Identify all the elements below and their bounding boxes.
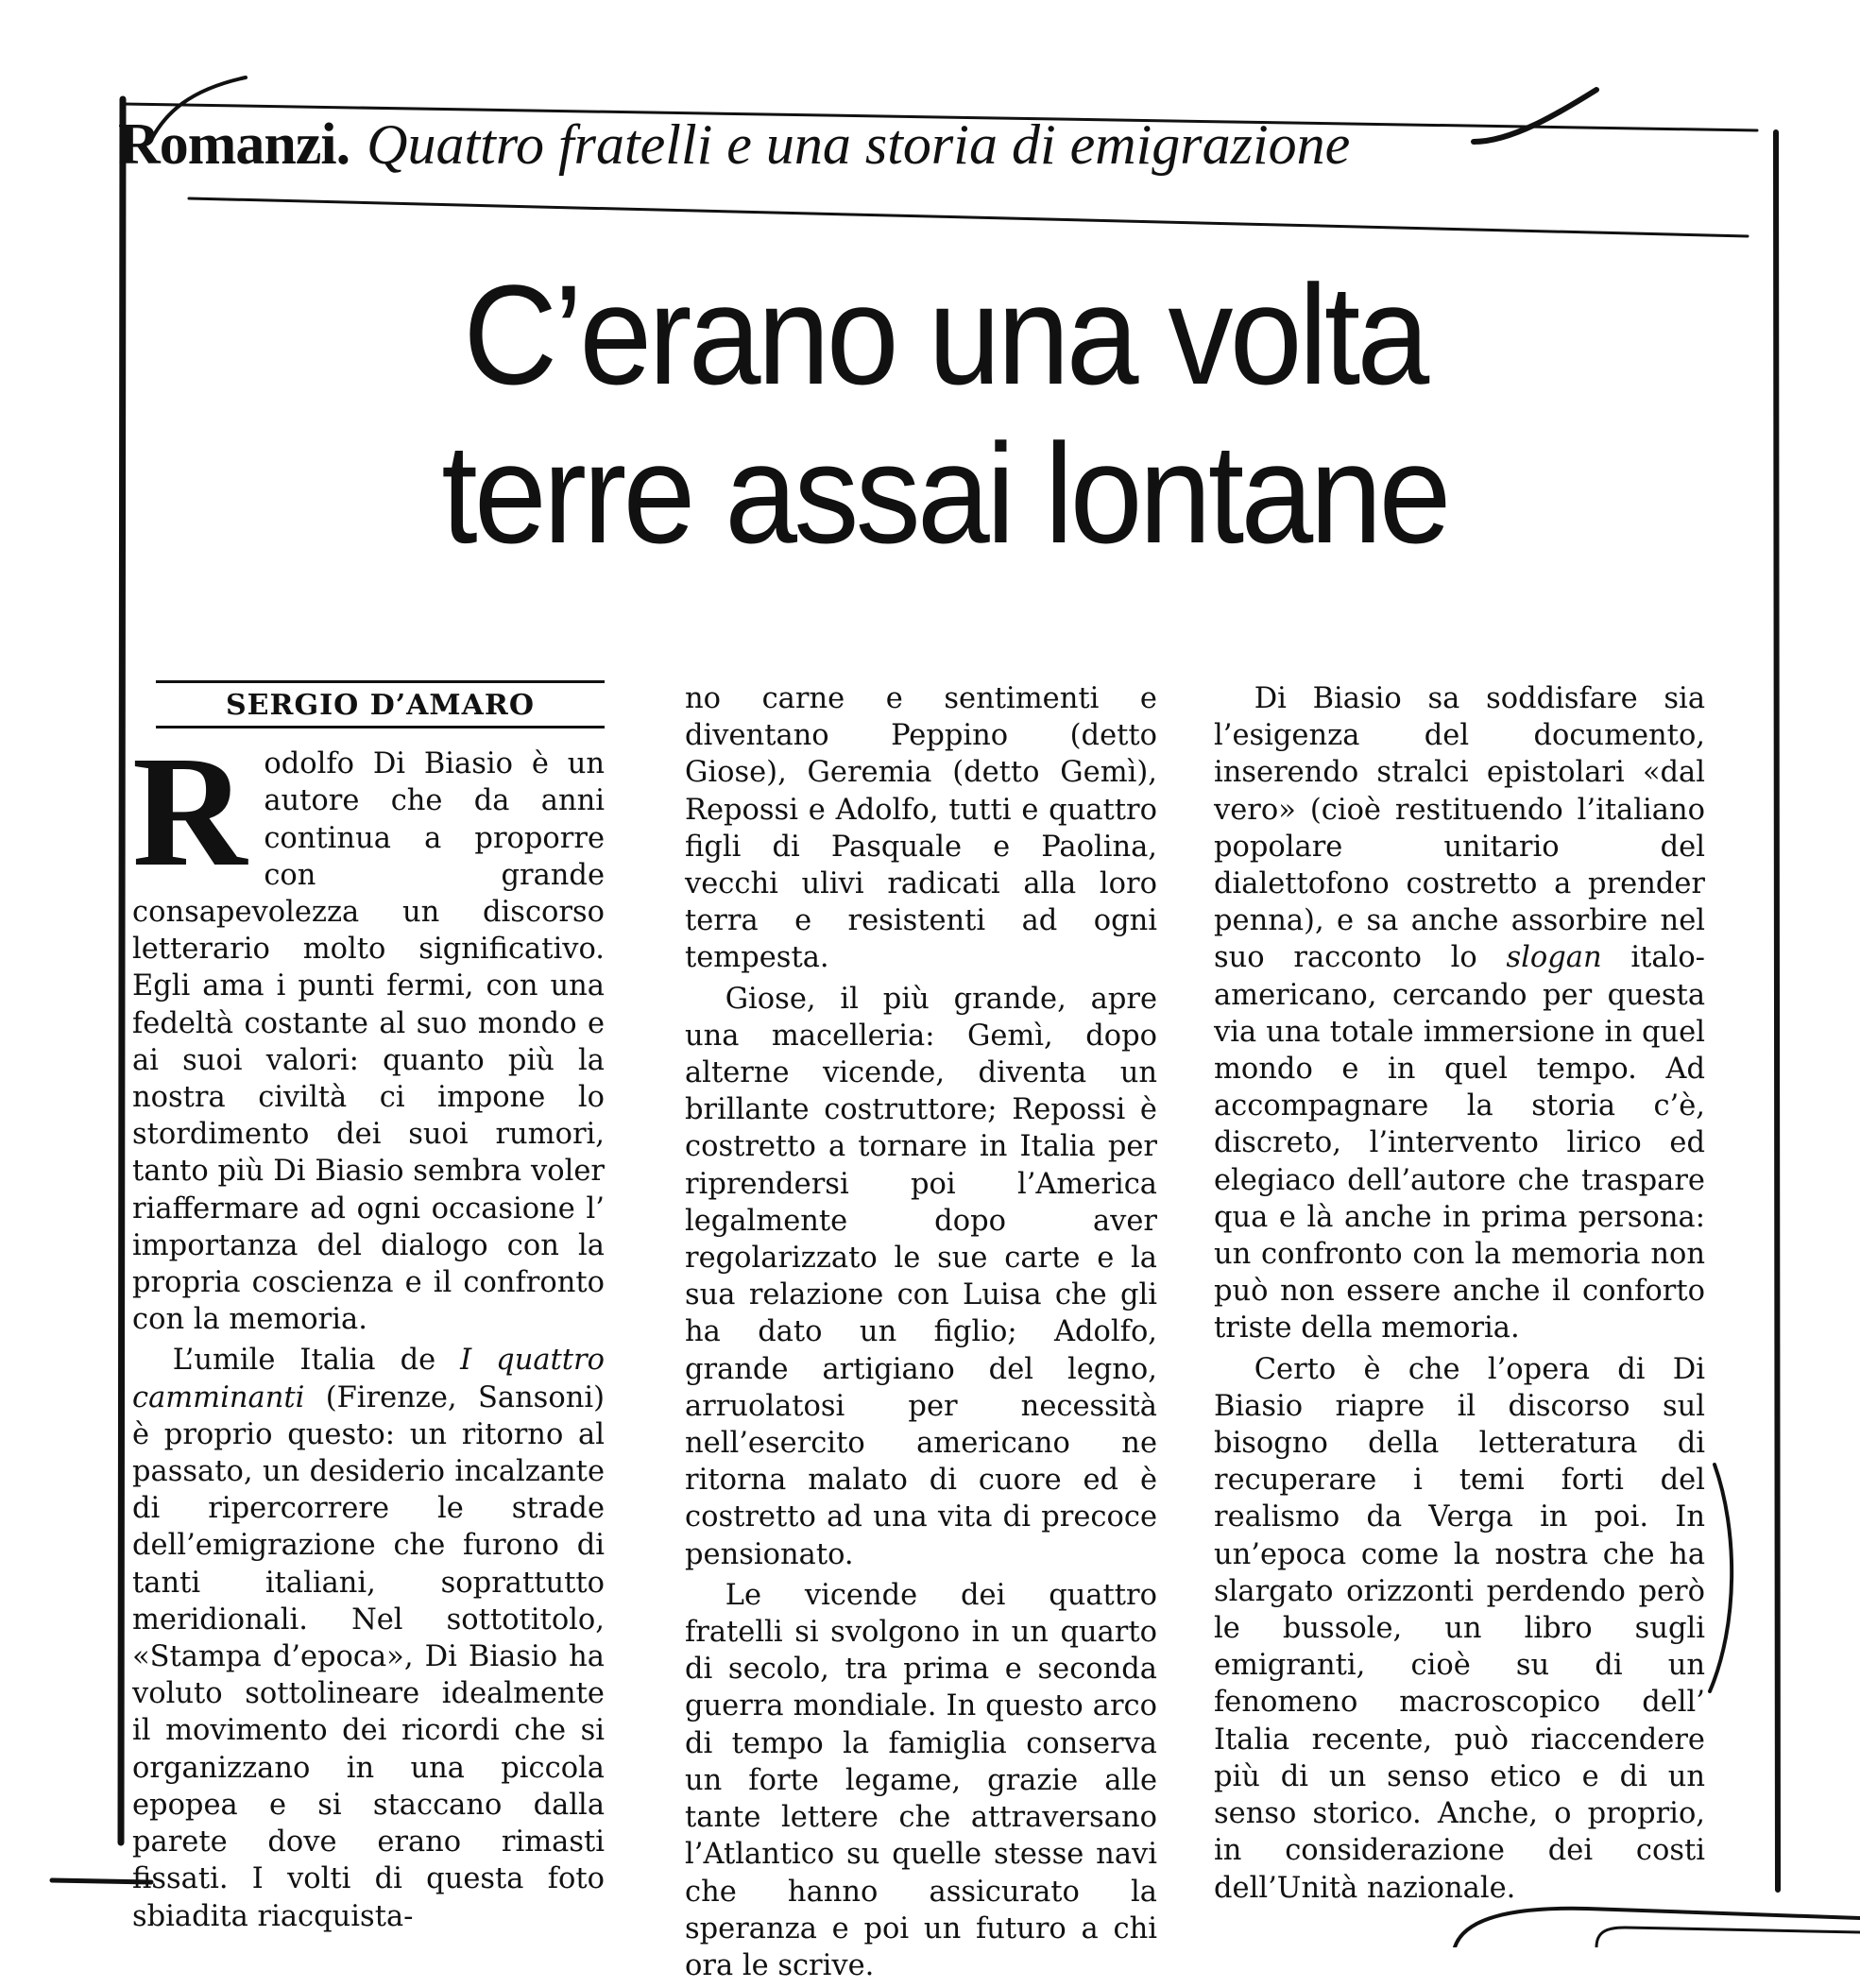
- paragraph-5: Le vicende dei quattro fratelli si svolgono in un quarto di secolo, tra prima e seconda guerra mondiale. In questo arco di tempo la famiglia conserva un forte legame, grazie alle tante lettere che attraversano l’Atlantico su quelle stesse navi che hanno assicurato la speranza e poi un futuro a chi ora le scrive.: [685, 1578, 1157, 1982]
- slogan-word: slogan: [1506, 941, 1602, 975]
- paragraph-3: no carne e sentimenti e diventano Peppino (detto Giose), Geremia (detto Gemì), Repossi e Adolfo, tutti e quattro figli di Pasquale e Paolina, vecchi ulivi radicati alla loro terra e resistenti ad ogni tempesta.: [685, 682, 1157, 975]
- column-2: [685, 680, 1157, 1988]
- book-title: I quattro camminanti: [132, 1344, 605, 1414]
- paragraph-4: Giose, il più grande, apre una macelleria: Gemì, dopo alterne vicende, diventa un brillante costruttore; Repossi è costretto a tornare in Italia per riprendersi poi l’America legalmente dopo aver regolarizzato le sue carte e la sua relazione con Luisa che gli ha dato un figlio; Adolfo, grande artigiano del legno, arruolatosi per necessità nell’esercito americano ne ritorna malato di cuore ed è costretto ad una vita di precoce pensionato.: [685, 982, 1157, 1571]
- paragraph-2-lead: L’umile Italia de: [172, 1344, 461, 1378]
- headline-line-1: C’erano una volta: [463, 255, 1426, 414]
- paragraph-1: [132, 724, 605, 1338]
- paragraph-2-text: (Firenze, Sansoni) è proprio questo: un ritorno al passato, un desiderio incalzante di ripercorrere le strade dell’emigrazione che furono di tanti italiani, soprattutto meridionali. Nel sottotitolo, «Stampa d’epoca», Di Biasio ha voluto sottolineare idealmente il movimento dei ricordi che si organizzano in una piccola epopea e si staccano dalla parete dove erano rimasti fissati. I volti di questa foto sbiadita riacquista-: [132, 1380, 605, 1933]
- section-label: Romanzi.: [118, 112, 350, 177]
- headline-line-2: terre assai lontane: [441, 414, 1448, 573]
- byline: SERGIO D’AMARO: [156, 680, 605, 728]
- pen-mark-right-side: [1710, 1465, 1732, 1691]
- paragraph-7: Certo è che l’opera di Di Biasio riapre il discorso sul bisogno della letteratura di recuperare i temi forti del realismo da Verga in poi. In un’epoca come la nostra che ha slargato orizzonti perdendo però le bussole, un libro sugli emigranti, cioè su di un fenomeno macroscopico dell’ Italia recente, può riaccendere più di un senso etico e di un senso storico. Anche, o proprio, in considerazione dei costi dell’Unità nazionale.: [1214, 1352, 1705, 1905]
- paragraph-6-text: italo-americano, cercando per questa via una totale immersione in quel mondo e in quel tempo. Ad accompagnare la storia c’è, discreto, l’intervento lirico ed elegiaco dell’autore che traspare qua e là anche in prima persona: un confronto con la memoria non può non essere anche il conforto triste della memoria.: [1214, 941, 1705, 1345]
- paragraph-6: [1214, 680, 1705, 1347]
- right-frame-line: [1776, 132, 1778, 1890]
- section-rule: [189, 198, 1748, 236]
- column-1: [132, 680, 605, 1939]
- headline: [197, 255, 1692, 573]
- paragraph-2: [132, 1342, 605, 1934]
- left-frame-line: [121, 99, 123, 1842]
- drop-cap: R: [132, 724, 247, 900]
- section-subtitle: Quattro fratelli e una storia di emigrazione: [367, 113, 1351, 176]
- paragraph-1-text: odolfo Di Biasio è un autore che da anni continua a proporre con grande consapevolezza un discorso letterario molto significativo. Egli ama i punti fermi, con una fedeltà costante al suo mondo e ai suoi valori: quanto più la nostra civiltà ci impone lo stordimento dei suoi rumori, tanto più Di Biasio sembra voler riaffermare ad ogni occasione l’ importanza del dialogo con la propria coscienza e il confronto con la memoria.: [132, 747, 605, 1337]
- paragraph-6-lead: Di Biasio sa soddisfare sia l’esigenza del documento, inserendo stralci epistolari «dal vero» (cioè restituendo l’italiano popolare unitario del dialettofono costretto a prender penna), e sa anche assorbire nel suo racconto lo: [1214, 682, 1705, 975]
- section-header: [118, 111, 1752, 179]
- column-3: [1214, 680, 1705, 1911]
